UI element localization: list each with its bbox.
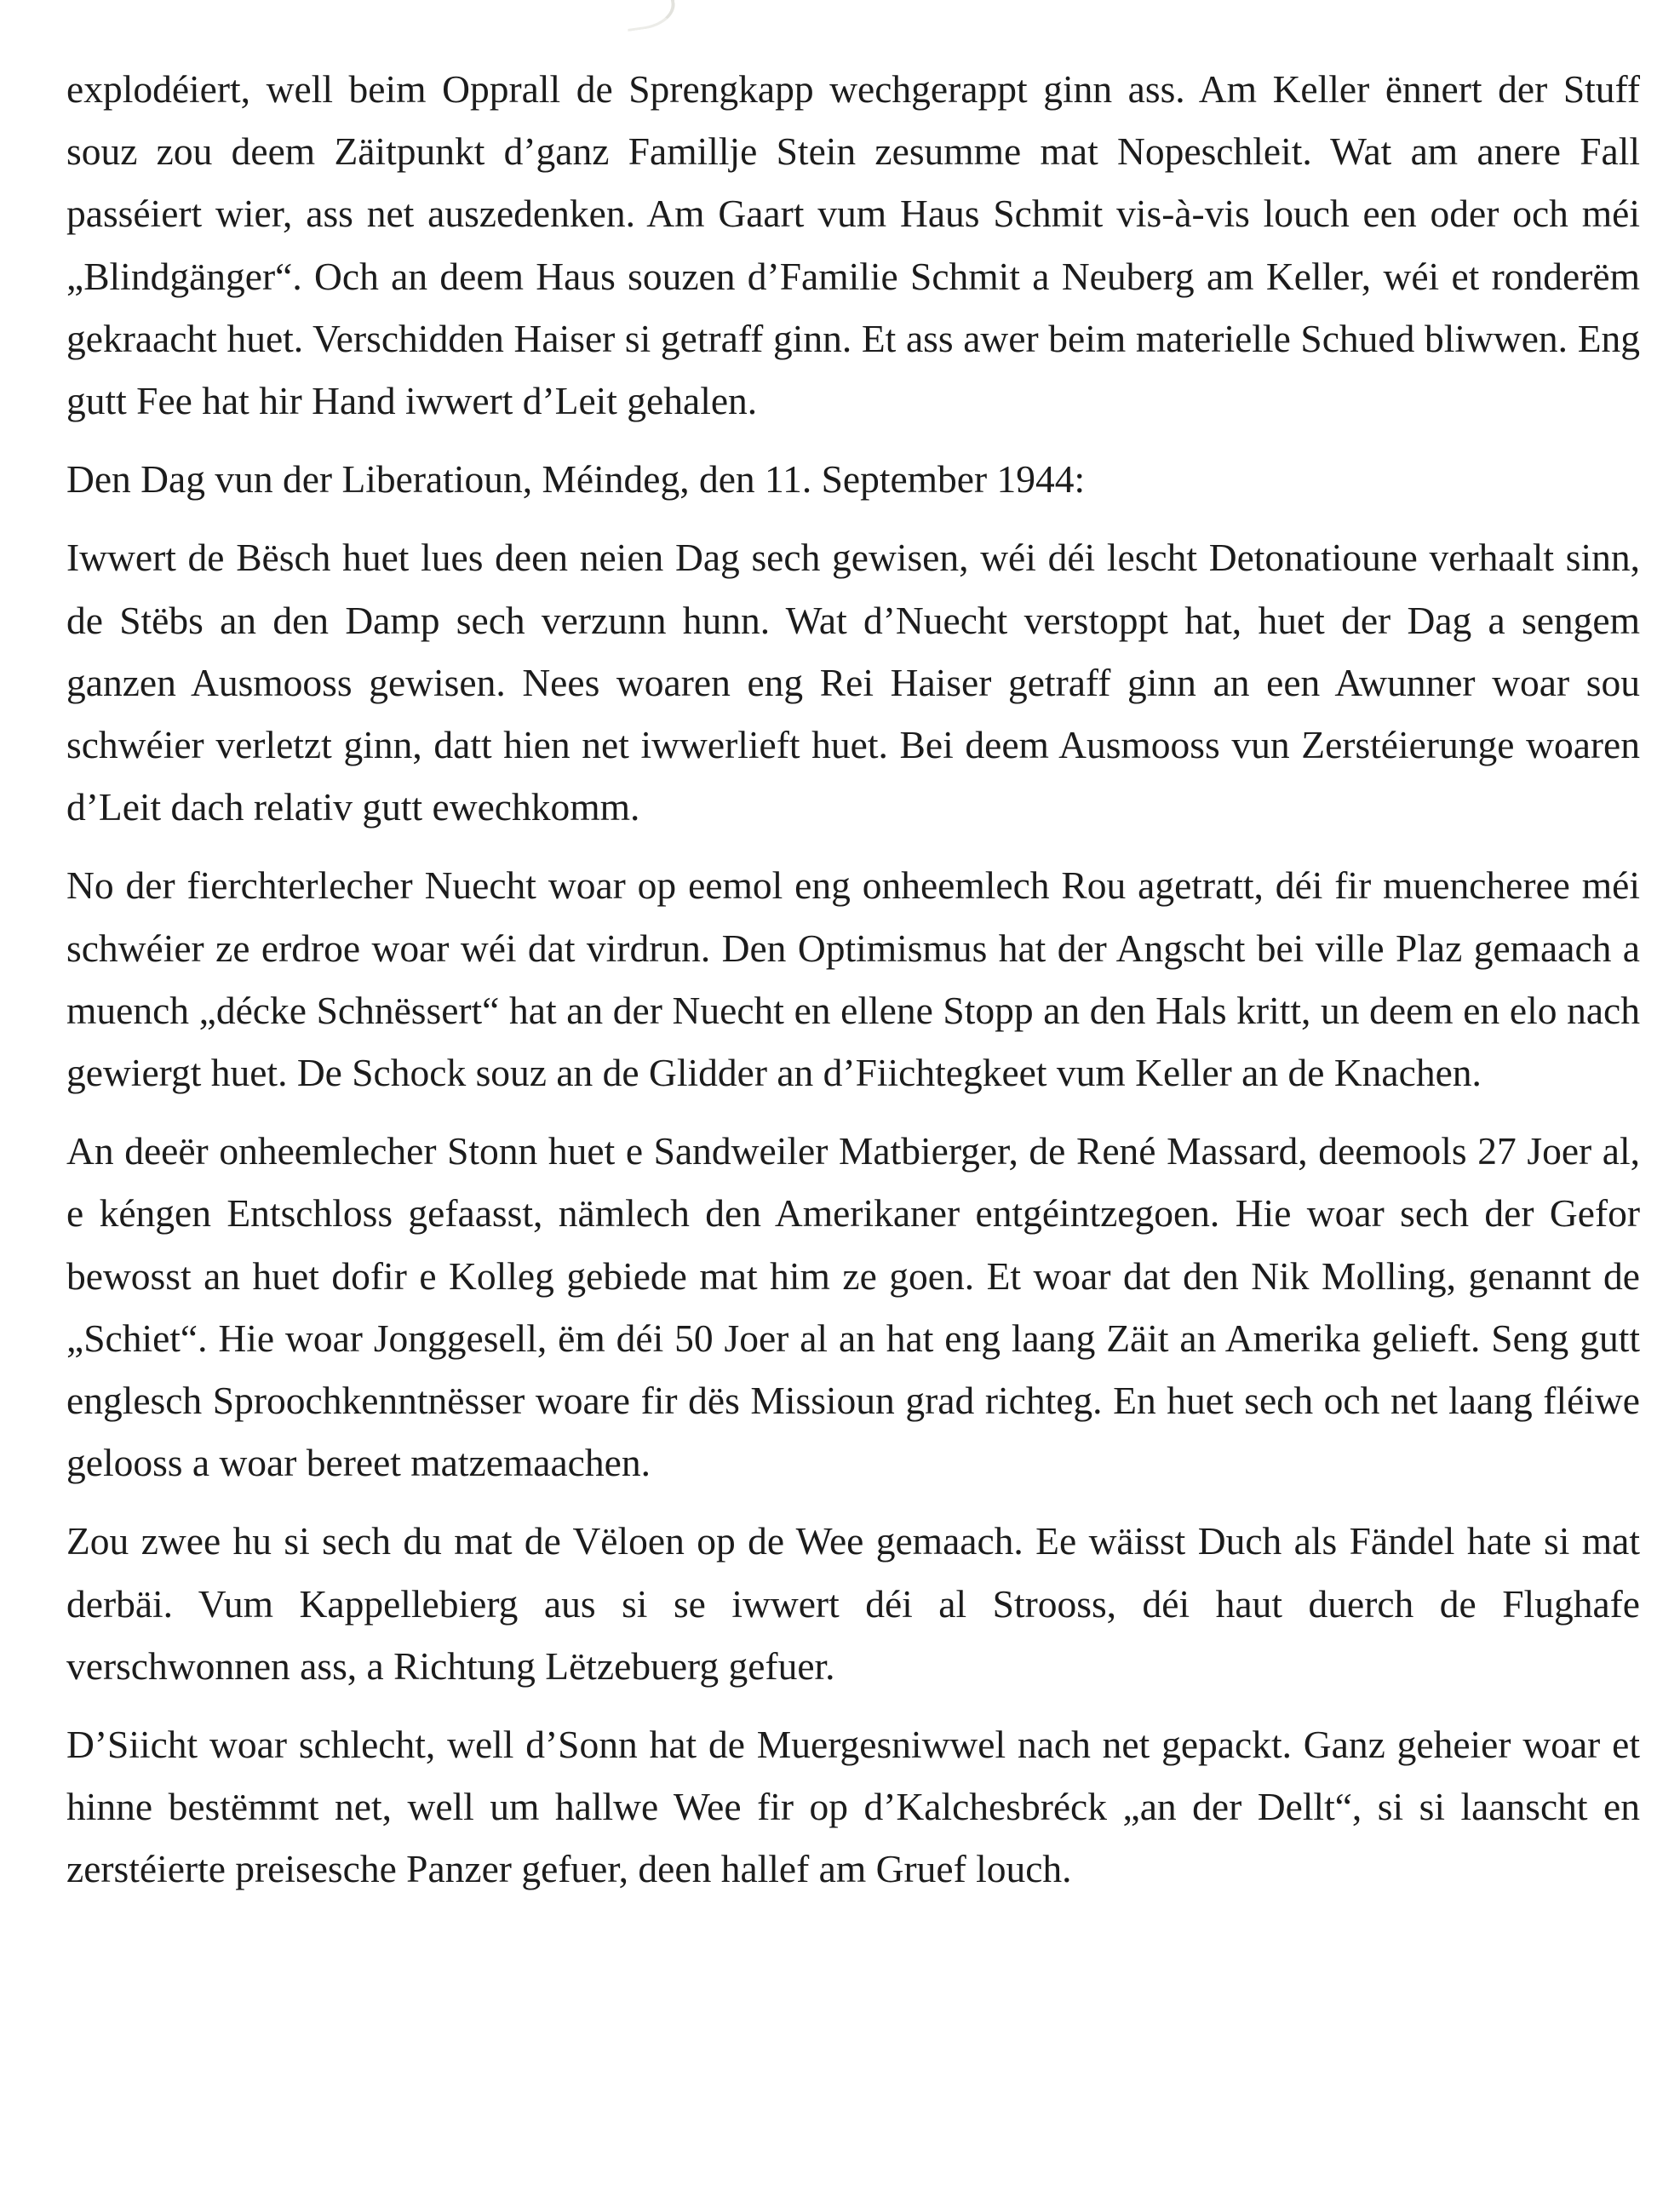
paragraph-bicycle-journey: Zou zwee hu si sech du mat de Vëloen op de Wee gemaach. Ee wäisst Duch als Fändel hate si mat derbäi. Vum Kappellebierg aus si se iwwert déi al Strooss, déi haut duerch de Flughafe verschwonnen ass, a Richtung Lëtzebuerg gefuer. bbox=[66, 1519, 1640, 1688]
paragraph-rene-massard: An deeër onheemlecher Stonn huet e Sandweiler Matbierger, de René Massard, deemools 27 Joer al, e kéngen Entschloss gefaasst, nämlech den Amerikaner entgéintzegoen. Hie woar sech der Gefor bewosst an huet dofir e Kolleg gebiede mat him ze goen. Et woar dat den Nik Molling, genannt de „Schiet“. Hie woar Jonggesell, ëm déi 50 Joer al an hat eng laang Zäit an Amerika gelieft. Seng gutt englesch Sproochkenntnësser woare fir dës Missioun grad richteg. En huet sech och net laang fléiwe gelooss a woar bereet matzemaachen. bbox=[66, 1129, 1640, 1485]
document-page bbox=[66, 58, 1640, 1917]
paragraph-explosion-aftermath: explodéiert, well beim Opprall de Sprengkapp wechgerappt ginn ass. Am Keller ënnert der Stuff souz zou deem Zäitpunkt d’ganz Famillje Stein zesumme mat Nopeschleit. Wat am anere Fall passéiert wier, ass net auszedenken. Am Gaart vum Haus Schmit vis-à-vis louch een oder och méi „Blindgänger“. Och an deem Haus souzen d’Familie Schmit a Neuberg am Keller, wéi et ronderëm gekraacht huet. Verschidden Haiser si getraff ginn. Et ass awer beim materielle Schued bliwwen. Eng gutt Fee hat hir Hand iwwert d’Leit gehalen. bbox=[66, 67, 1640, 423]
paragraph-liberation-day-heading: Den Dag vun der Liberatioun, Méindeg, den 11. September 1944: bbox=[66, 457, 1086, 502]
scan-artifact-mark bbox=[624, 0, 678, 32]
paragraph-morning-after: Iwwert de Bësch huet lues deen neien Dag sech gewisen, wéi déi lescht Detonatioune verhaalt sinn, de Stëbs an den Damp sech verzunn hunn. Wat d’Nuecht verstoppt hat, huet der Dag a sengem ganzen Ausmooss gewisen. Nees woaren eng Rei Haiser getraff ginn an een Awunner woar sou schwéier verletzt ginn, datt hien net iwwerlieft huet. Bei deem Ausmooss vun Zerstéierunge woaren d’Leit dach relativ gutt ewechkomm. bbox=[66, 536, 1640, 829]
paragraph-eerie-calm: No der fierchterlecher Nuecht woar op eemol eng onheemlech Rou agetratt, déi fir muencheree méi schwéier ze erdroe woar wéi dat virdrun. Den Optimismus hat der Angscht bei ville Plaz gemaach a muench „décke Schnëssert“ hat an der Nuecht en ellene Stopp an den Hals kritt, un deem en elo nach gewiergt huet. De Schock souz an de Glidder an d’Fiichtegkeet vum Keller an de Knachen. bbox=[66, 863, 1640, 1095]
paragraph-poor-visibility: D’Siicht woar schlecht, well d’Sonn hat de Muergesniwwel nach net gepackt. Ganz geheier woar et hinne bestëmmt net, well um hallwe Wee fir op d’Kalchesbréck „an der Dellt“, si si laanscht en zerstéierte preisesche Panzer gefuer, deen hallef am Gruef louch. bbox=[66, 1723, 1640, 1891]
